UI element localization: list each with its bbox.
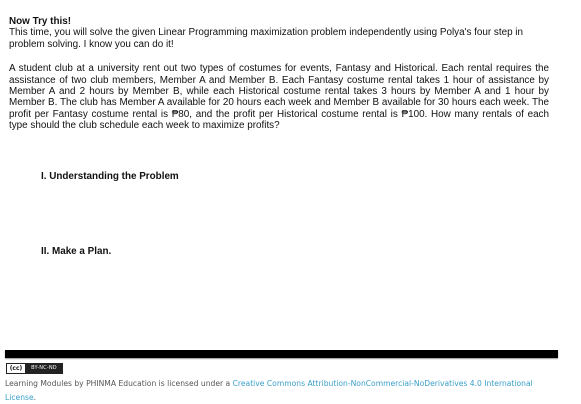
cc-terms-label: BY-NC-ND [26, 364, 62, 373]
license-link[interactable]: Creative Commons Attribution-NonCommercial-NoDerivatives 4.0 International License [5, 379, 533, 402]
license-end: . [33, 392, 37, 402]
cc-icon: (cc) [7, 364, 26, 373]
license-notice [5, 377, 565, 404]
footer-divider [5, 350, 558, 358]
section-understanding-problem: I. Understanding the Problem [41, 171, 179, 182]
activity-content [9, 16, 549, 132]
activity-heading: Now Try this! [9, 16, 71, 27]
activity-intro: This time, you will solve the given Linear Programming maximization problem independently using Polya's four step in problem solving. I know you can do it! [9, 27, 523, 50]
problem-statement: A student club at a university rent out two types of costumes for events, Fantasy and Historical. Each rental requires the assistance of two club members, Member A and Member B. Each Fantasy costume rental takes 1 hour of assistance by Member A and 2 hours by Member B, while each Historical costume rental takes 3 hours by Member A and 1 hour by Member B. The club has Member A available for 20 hours each week and Member B available for 30 hours each week. The profit per Fantasy costume rental is ₱80, and the profit per Historical costume rental is ₱100. How many rentals of each type should the club schedule each week to maximize profits? [9, 63, 549, 132]
section-make-a-plan: II. Make a Plan. [41, 246, 112, 257]
cc-license-badge[interactable] [6, 363, 63, 374]
license-text: Learning Modules by PHINMA Education is licensed under a [5, 379, 233, 388]
